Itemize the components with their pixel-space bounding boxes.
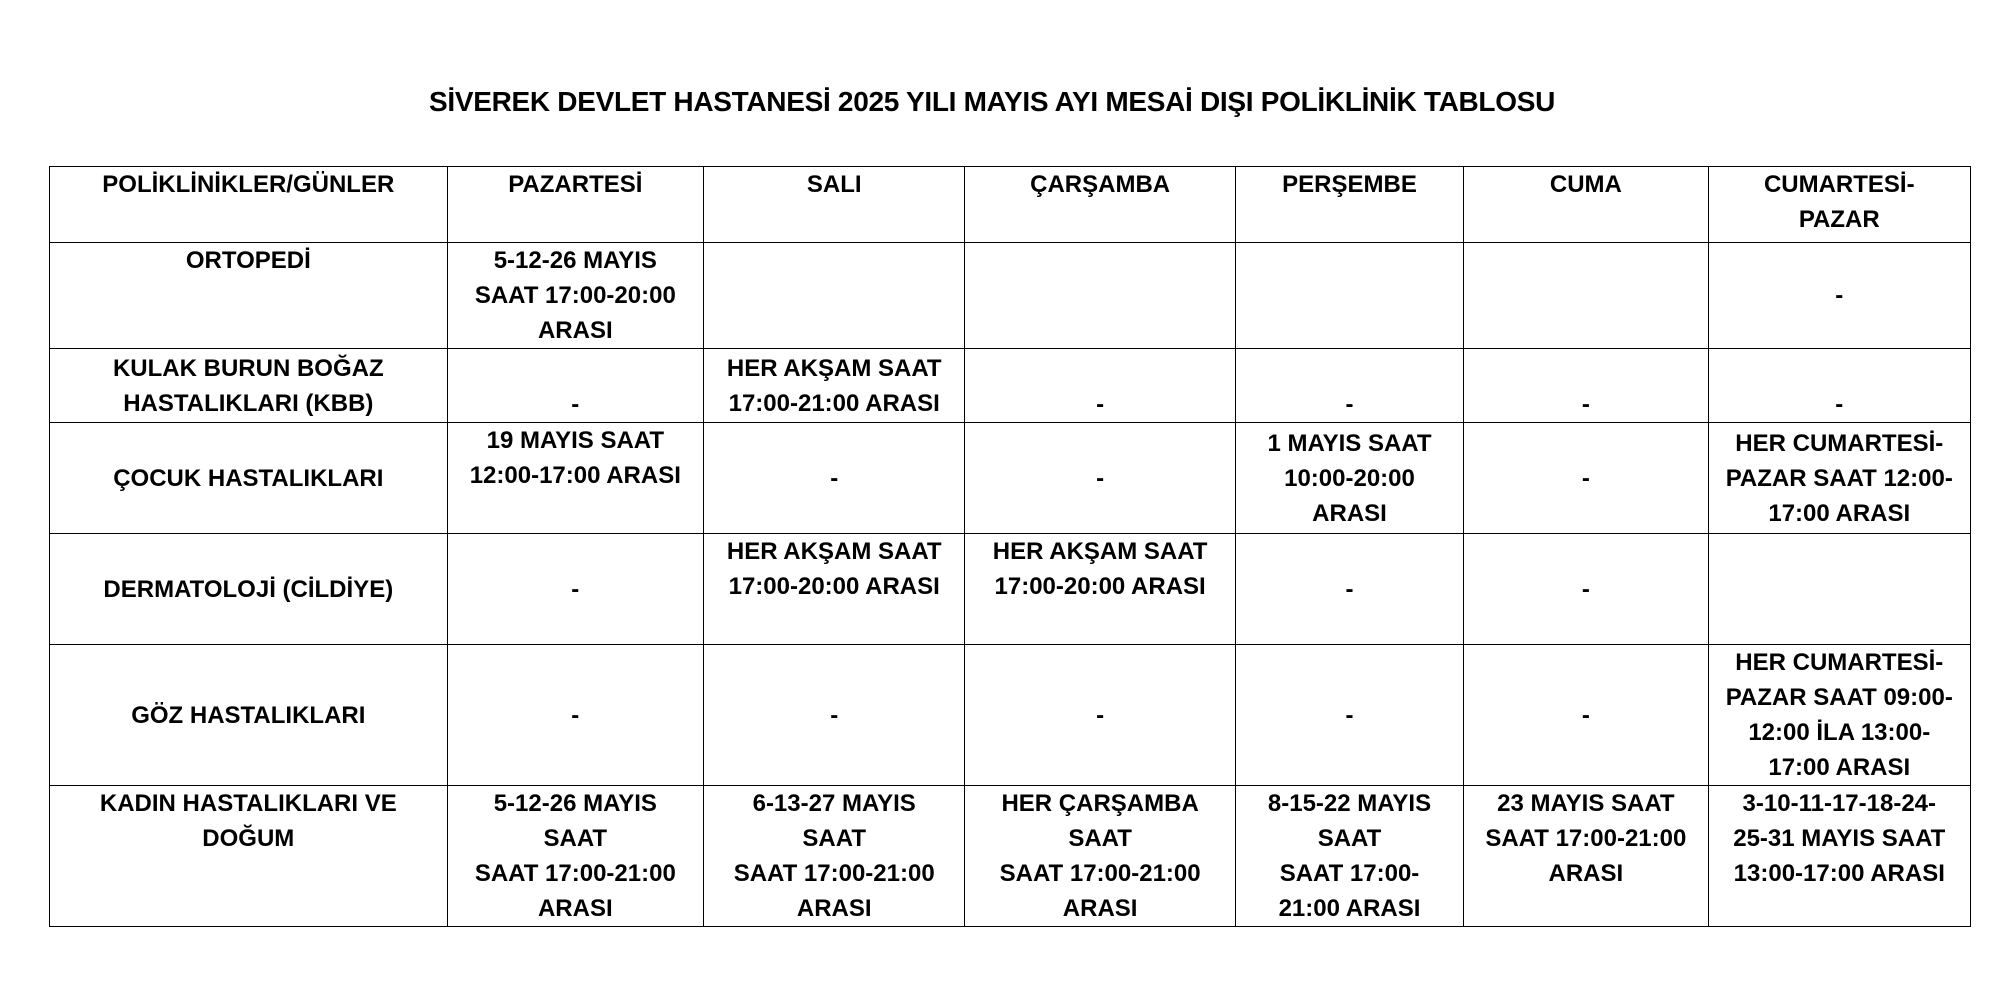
schedule-cell: - (447, 534, 703, 645)
schedule-cell: 8-15-22 MAYIS SAAT SAAT 17:00- 21:00 ARASI (1235, 786, 1463, 927)
schedule-cell: - (1464, 349, 1708, 423)
header-friday: CUMA (1464, 167, 1708, 243)
schedule-cell: - (1235, 349, 1463, 423)
schedule-cell: - (447, 349, 703, 423)
schedule-cell: - (1464, 534, 1708, 645)
schedule-cell: HER CUMARTESİ- PAZAR SAAT 12:00- 17:00 ARASI (1708, 423, 1970, 534)
schedule-cell (1464, 243, 1708, 349)
schedule-cell (1235, 243, 1463, 349)
schedule-cell (1708, 534, 1970, 645)
schedule-cell: HER AKŞAM SAAT 17:00-20:00 ARASI (965, 534, 1235, 645)
clinic-name: ÇOCUK HASTALIKLARI (50, 423, 448, 534)
clinic-name: GÖZ HASTALIKLARI (50, 645, 448, 786)
schedule-cell: - (1708, 349, 1970, 423)
schedule-cell: 1 MAYIS SAAT 10:00-20:00 ARASI (1235, 423, 1463, 534)
schedule-cell: 3-10-11-17-18-24- 25-31 MAYIS SAAT 13:00-17:00 ARASI (1708, 786, 1970, 927)
schedule-cell: 19 MAYIS SAAT 12:00-17:00 ARASI (447, 423, 703, 534)
table-row (50, 243, 1971, 349)
table-row (50, 423, 1971, 534)
header-row (50, 167, 1971, 243)
schedule-cell: 5-12-26 MAYIS SAAT 17:00-20:00 ARASI (447, 243, 703, 349)
schedule-cell: - (447, 645, 703, 786)
schedule-cell: - (1708, 243, 1970, 349)
schedule-cell: 23 MAYIS SAAT SAAT 17:00-21:00 ARASI (1464, 786, 1708, 927)
schedule-cell: 5-12-26 MAYIS SAAT SAAT 17:00-21:00 ARASI (447, 786, 703, 927)
table-row (50, 349, 1971, 423)
schedule-cell: - (965, 423, 1235, 534)
table-row (50, 786, 1971, 927)
clinic-name: KULAK BURUN BOĞAZ HASTALIKLARI (KBB) (50, 349, 448, 423)
header-monday: PAZARTESİ (447, 167, 703, 243)
header-tuesday: SALI (704, 167, 965, 243)
schedule-cell: - (1235, 645, 1463, 786)
schedule-cell: - (704, 645, 965, 786)
header-wednesday: ÇARŞAMBA (965, 167, 1235, 243)
header-weekend: CUMARTESİ- PAZAR (1708, 167, 1970, 243)
clinic-name: DERMATOLOJİ (CİLDİYE) (50, 534, 448, 645)
schedule-cell: HER AKŞAM SAAT 17:00-21:00 ARASI (704, 349, 965, 423)
schedule-cell: HER AKŞAM SAAT 17:00-20:00 ARASI (704, 534, 965, 645)
schedule-cell: HER ÇARŞAMBA SAAT SAAT 17:00-21:00 ARASI (965, 786, 1235, 927)
schedule-cell: - (1235, 534, 1463, 645)
header-clinics-days: POLİKLİNİKLER/GÜNLER (50, 167, 448, 243)
schedule-cell (965, 243, 1235, 349)
schedule-cell: - (1464, 423, 1708, 534)
schedule-cell: - (965, 349, 1235, 423)
clinic-name: KADIN HASTALIKLARI VE DOĞUM (50, 786, 448, 927)
schedule-cell: - (965, 645, 1235, 786)
schedule-cell: 6-13-27 MAYIS SAAT SAAT 17:00-21:00 ARASI (704, 786, 965, 927)
page-title: SİVEREK DEVLET HASTANESİ 2025 YILI MAYIS AYI MESAİ DIŞI POLİKLİNİK TABLOSU (428, 86, 1556, 117)
schedule-cell: - (704, 423, 965, 534)
header-thursday: PERŞEMBE (1235, 167, 1463, 243)
schedule-cell: - (1464, 645, 1708, 786)
clinic-schedule-table (49, 166, 1971, 927)
table-row (50, 534, 1971, 645)
table-row (50, 645, 1971, 786)
schedule-cell (704, 243, 965, 349)
clinic-name: ORTOPEDİ (50, 243, 448, 349)
schedule-cell: HER CUMARTESİ- PAZAR SAAT 09:00- 12:00 İLA 13:00- 17:00 ARASI (1708, 645, 1970, 786)
